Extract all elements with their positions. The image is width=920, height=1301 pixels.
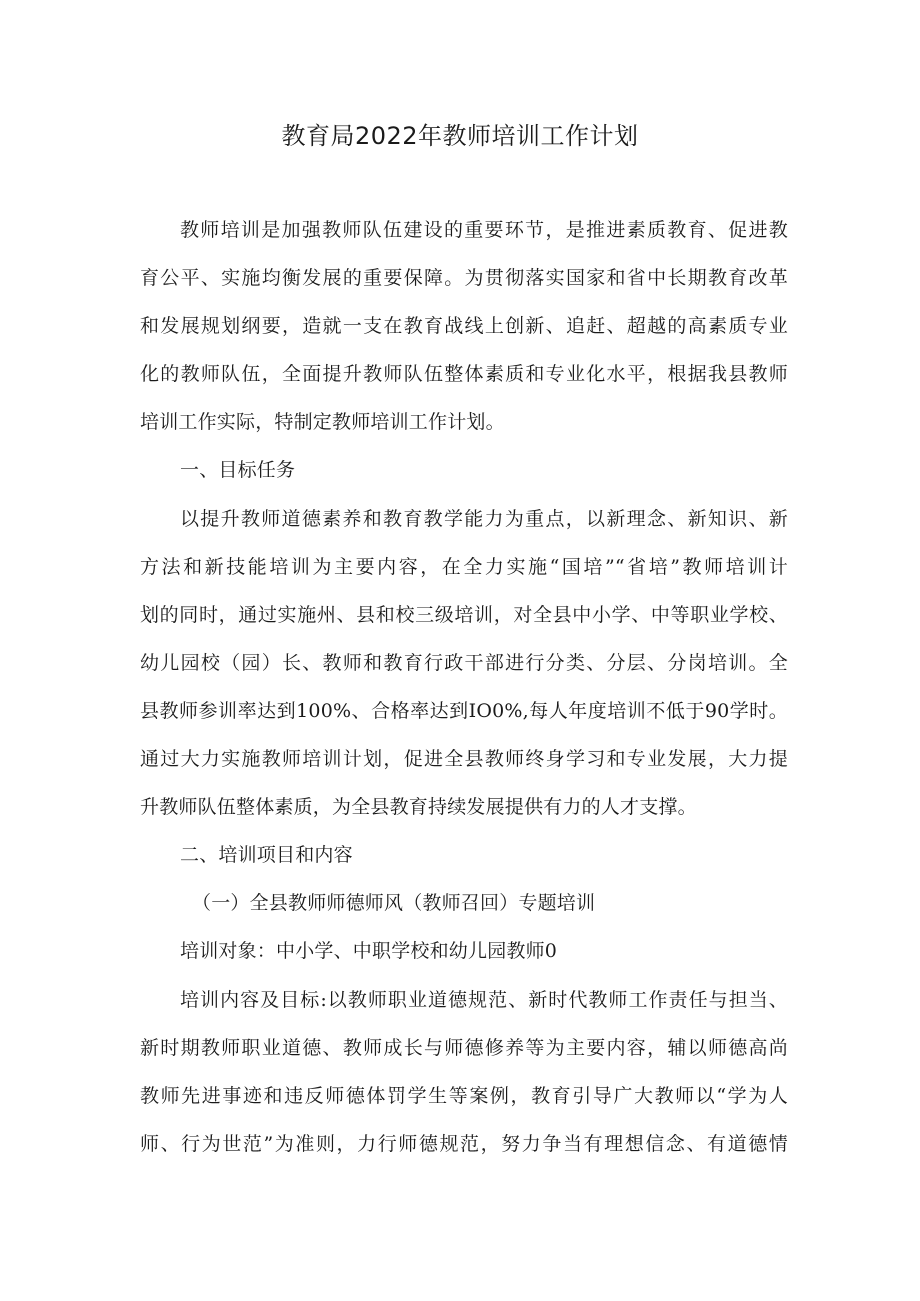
paragraph-line: 方法和新技能培训为主要内容，在全力实施“国培”“省培”教师培训计 <box>140 555 788 578</box>
paragraph-line: 升教师队伍整体素质，为全县教育持续发展提供有力的人才支撑。 <box>140 796 697 819</box>
document-body <box>140 212 788 1174</box>
paragraph-line: 化的教师队伍，全面提升教师队伍整体素质和专业化水平，根据我县教师 <box>140 363 788 386</box>
paragraph-line: 培训内容及目标:以教师职业道德规范、新时代教师工作责任与担当、 <box>180 988 788 1011</box>
paragraph-line: 教师培训是加强教师队伍建设的重要环节，是推进素质教育、促进教 <box>180 219 788 241</box>
paragraph-line: 通过大力实施教师培训计划，促进全县教师终身学习和专业发展，大力提 <box>140 748 788 771</box>
paragraph-line: 教师先进事迹和违反师德体罚学生等案例，教育引导广大教师以“学为人 <box>140 1084 788 1107</box>
paragraph-line: 培训对象：中小学、中职学校和幼儿园教师0 <box>180 940 558 963</box>
paragraph-line: 育公平、实施均衡发展的重要保障。为贯彻落实国家和省中长期教育改革 <box>140 267 788 290</box>
document-title: 教育局2022年教师培训工作计划 <box>281 122 639 150</box>
paragraph-line: 师、行为世范”为准则，力行师德规范，努力争当有理想信念、有道德情 <box>140 1132 788 1155</box>
subsection-heading: （一）全县教师师德师风（教师召回）专题培训 <box>192 892 596 915</box>
paragraph-line: 县教师参训率达到100%、合格率达到IO0%,每人年度培训不低于90学时。 <box>140 699 788 722</box>
paragraph-line: 培训工作实际，特制定教师培训工作计划。 <box>140 411 505 434</box>
paragraph-line: 以提升教师道德素养和教育教学能力为重点，以新理念、新知识、新 <box>180 507 788 530</box>
paragraph-line: 新时期教师职业道德、教师成长与师德修养等为主要内容，辅以师德高尚 <box>140 1036 788 1059</box>
paragraph-line: 和发展规划纲要，造就一支在教育战线上创新、追赶、超越的高素质专业 <box>140 315 788 338</box>
paragraph-line: 幼儿园校（园）长、教师和教育行政干部进行分类、分层、分岗培训。全 <box>140 651 788 674</box>
section-heading: 一、目标任务 <box>180 459 296 482</box>
section-heading: 二、培训项目和内容 <box>180 844 353 867</box>
paragraph-line: 划的同时，通过实施州、县和校三级培训，对全县中小学、中等职业学校、 <box>140 603 788 626</box>
